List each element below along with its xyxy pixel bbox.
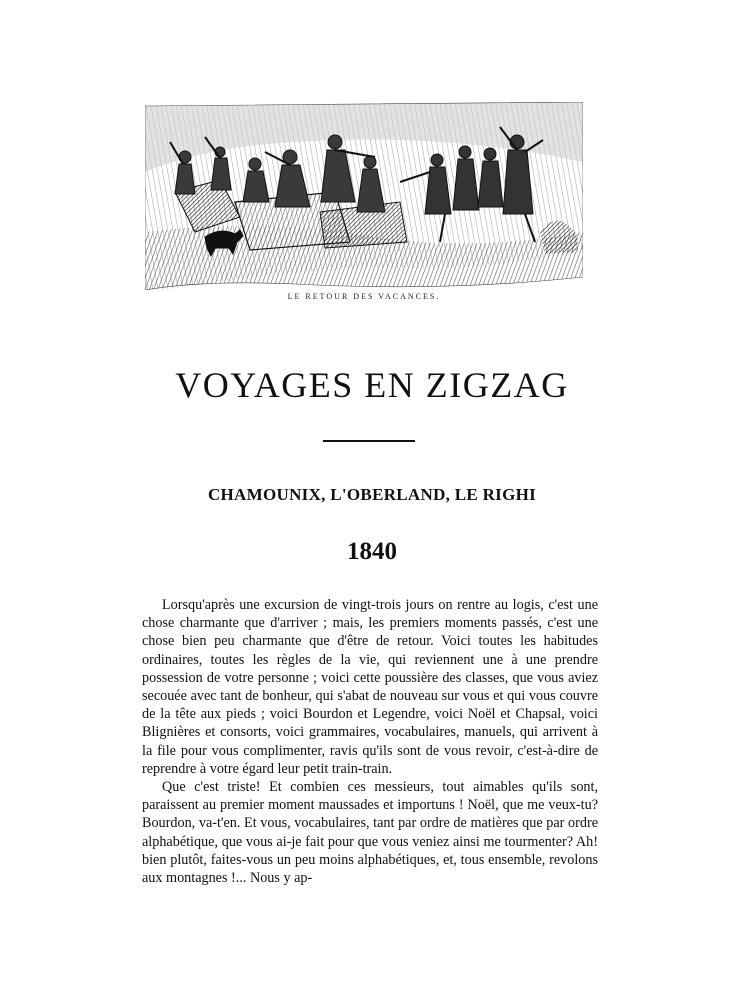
chapter-year: 1840 (347, 538, 397, 565)
body-text (142, 596, 598, 887)
engraving-drawing (145, 102, 583, 290)
illustration-caption: LE RETOUR DES VACANCES. (287, 292, 441, 301)
chapter-subtitle: CHAMOUNIX, L'OBERLAND, LE RIGHI (207, 485, 537, 504)
book-title: VOYAGES EN ZIGZAG (175, 365, 569, 405)
paragraph: Que c'est triste! Et combien ces messieurs, tout aimables qu'ils sont, paraissent au premier moment maussades et importuns ! Noël, que me veux-tu? Bourdon, va-t'en. Et vous, vocabulaires, tant par ordre de matières que par ordre alphabétique, que vous ai-je fait pour que vous veniez ainsi me tourmenter? Ah! bien plutôt, faites-vous un peu moins alphabétiques, et, tous ensemble, revolons aux montagnes !... Nous y ap- (142, 779, 598, 887)
paragraph: Lorsqu'après une excursion de vingt-trois jours on rentre au logis, c'est une chose charmante que d'arriver ; mais, les premiers moments passés, c'est une chose bien peu charmante que d'être de retour. Voici toutes les habitudes ordinaires, toutes les règles de la vie, qui reviennent une à une prendre possession de votre personne ; voici cette poussière des classes, que vous aviez secouée avec tant de bonheur, qui s'abat de nouveau sur vous et qui vous couvre de la tête aux pieds ; voici Bourdon et Legendre, voici Noël et Chapsal, voici Blignières et consorts, voici grammaires, vocabulaires, manuels, qui arrivent à la file pour vous complimenter, ravis qu'ils sont de vous revoir, c'est-à-dire de reprendre à votre égard leur petit train-train. (142, 597, 598, 777)
title-divider (323, 440, 415, 442)
engraving-illustration (145, 102, 583, 290)
